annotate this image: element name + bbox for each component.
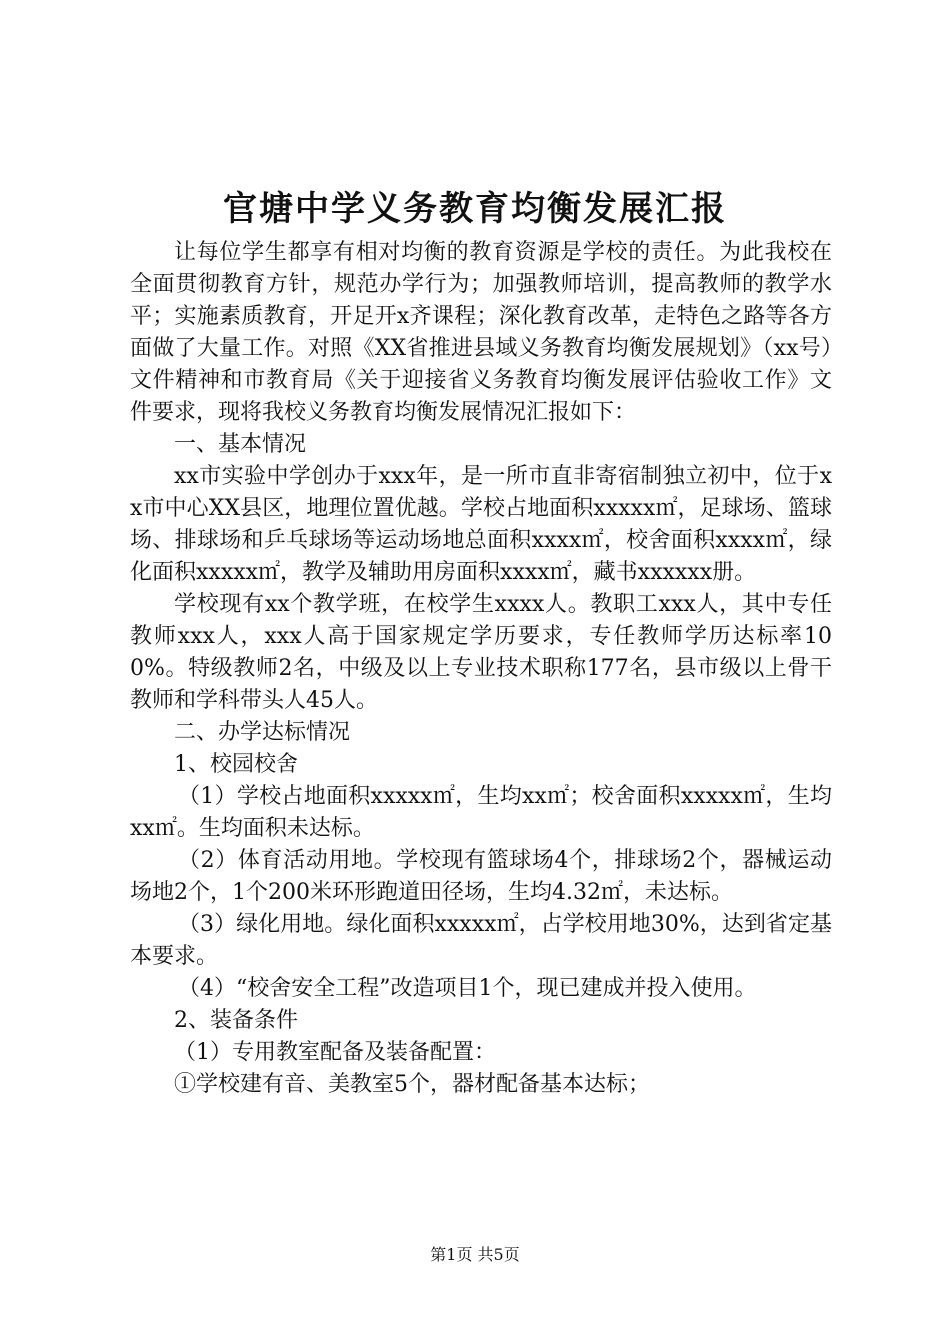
section-heading-basic-info: 一、基本情况 xyxy=(174,432,307,457)
subsection-heading-campus: 1、校园校舍 xyxy=(174,752,298,777)
section-heading-standards: 二、办学达标情况 xyxy=(174,720,351,745)
paragraph-staff-students: 学校现有xx个教学班，在校学生xxxx人。教职工xxx人，其中专任教师xxx人，xxx人高于国家规定学历要求，专任教师学历达标率100%。特级教师2名，中级及以上专业技术职称177名，县市级以上骨干教师和学科带头人45人。 xyxy=(130,592,832,713)
paragraph-school-overview: xx市实验中学创办于xxx年，是一所市直非寄宿制独立初中，位于xx市中心XX县区，地理位置优越。学校占地面积xxxxx㎡，足球场、篮球场、排球场和乒乓球场等运动场地总面积xxxx㎡，校舍面积xxxx㎡，绿化面积xxxxx㎡，教学及辅助用房面积xxxx㎡，藏书xxxxxx册。 xyxy=(130,464,832,585)
item-music-art-rooms: ①学校建有音、美教室5个，器材配备基本达标； xyxy=(174,1072,650,1097)
subsection-heading-equipment: 2、装备条件 xyxy=(174,1008,298,1033)
document-body xyxy=(130,237,832,1101)
item-safety-project: （4）“校舍安全工程”改造项目1个，现已建成并投入使用。 xyxy=(178,976,757,1001)
item-special-classrooms: （1）专用教室配备及装备配置： xyxy=(174,1040,496,1065)
document-title: 官塘中学义务教育均衡发展汇报 xyxy=(223,189,727,229)
item-sports-ground: （2）体育活动用地。学校现有篮球场4个，排球场2个，器械运动场地2个，1个200米环形跑道田径场，生均4.32㎡，未达标。 xyxy=(130,848,832,905)
item-green-area: （3）绿化用地。绿化面积xxxxx㎡，占学校用地30%，达到省定基本要求。 xyxy=(130,912,832,969)
page-footer: 第1页 共5页 xyxy=(430,1245,520,1264)
paragraph-intro: 让每位学生都享有相对均衡的教育资源是学校的责任。为此我校在全面贯彻教育方针，规范办学行为；加强教师培训，提高教师的教学水平；实施素质教育，开足开x齐课程；深化教育改革，走特色之路等各方面做了大量工作。对照《XX省推进县域义务教育均衡发展规划》（xx号）文件精神和市教育局《关于迎接省义务教育均衡发展评估验收工作》文件要求，现将我校义务教育均衡发展情况汇报如下： xyxy=(130,240,832,425)
item-land-area: （1）学校占地面积xxxxx㎡，生均xx㎡；校舍面积xxxxx㎡，生均xx㎡。生均面积未达标。 xyxy=(130,784,832,841)
